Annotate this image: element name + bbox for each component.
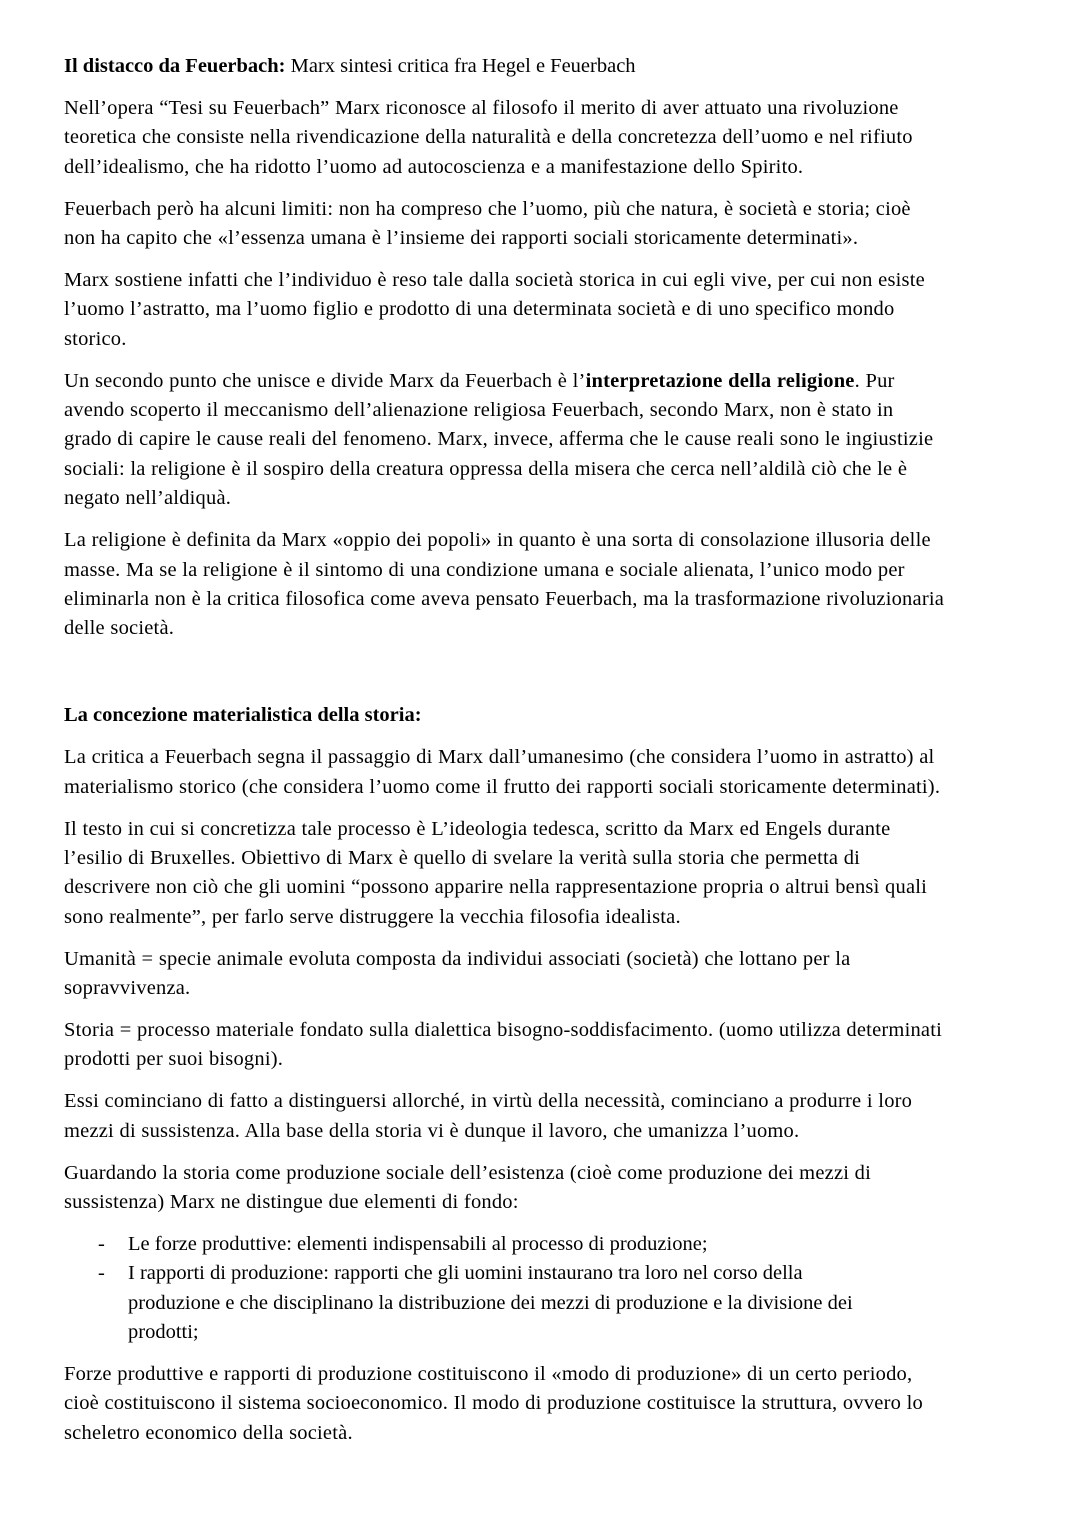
paragraph-produzione-sociale-esistenza: Guardando la storia come produzione sociale dell’esistenza (cioè come produzione dei mezzi di sussistenza) Marx ne distingue due elementi di fondo: [64,1161,872,1213]
paragraph-modo-di-produzione: Forze produttive e rapporti di produzione costituiscono il «modo di produzione» di un certo periodo, cioè costituiscono il sistema socioeconomico. Il modo di produzione costituisce la struttura, ovvero lo scheletro economico della società. [64,1363,923,1444]
paragraph-definizione-umanita: Umanità = specie animale evoluta composta da individui associati (società) che lottano per la sopravvivenza. [64,947,851,1000]
section-heading-distacco-feuerbach [64,52,945,81]
elementi-di-fondo-list [64,1230,945,1348]
list-item [64,1230,881,1259]
paragraph-oppio-dei-popoli: La religione è definita da Marx «oppio dei popoli» in quanto è una sorta di consolazione illusoria delle masse. Ma se la religione è il sintomo di una condizione umana e sociale alienata, l’unico modo per eliminarla non è la critica filosofica come aveva pensato Feuerbach, ma la trasformazione rivoluzionaria delle società. [64,529,945,640]
paragraph-tesi-su-feuerbach: Nell’opera “Tesi su Feuerbach” Marx riconosce al filosofo il merito di aver attuato una rivoluzione teoretica che consiste nella rivendicazione della naturalità e della concretezza dell’uomo e nel rifiuto dell’idealismo, che ha ridotto l’uomo ad autocoscienza e a manifestazione dello Spirito. [64,96,913,178]
dash-bullet-icon: - [98,1262,105,1285]
section-heading-concezione-materialistica: La concezione materialistica della storia: [64,704,422,727]
paragraph-ideologia-tedesca: Il testo in cui si concretizza tale processo è L’ideologia tedesca, scritto da Marx ed Engels durante l’esilio di Bruxelles. Obiettivo di Marx è quello di svelare la verità sulla storia che permetta di descrivere non ciò che gli uomini “possono apparire nella rappresentazione propria o altrui bensì quali sono realmente”, per farlo serve distruggere la vecchia filosofia idealista. [64,817,928,928]
paragraph-limiti-feuerbach: Feuerbach però ha alcuni limiti: non ha compreso che l’uomo, più che natura, è società e storia; cioè non ha capito che «l’essenza umana è l’insieme dei rapporti sociali storicamente determinati». [64,197,911,250]
paragraph-definizione-storia: Storia = processo materiale fondato sulla dialettica bisogno-soddisfacimento. (uomo utilizza determinati prodotti per suoi bisogni). [64,1018,943,1071]
paragraph-critica-feuerbach-passaggio: La critica a Feuerbach segna il passaggio di Marx dall’umanesimo (che considera l’uomo in astratto) al materialismo storico (che considera l’uomo come il frutto dei rapporti sociali storicamente determinati). [64,746,941,798]
paragraph-religion-text-after: . Pur avendo scoperto il meccanismo dell’alienazione religiosa Feuerbach, secondo Marx, non è stato in grado di capire le cause reali del fenomeno. Marx, invece, afferma che le cause reali sono le ingiustizie sociali: la religione è il sospiro della creatura oppressa della misera che cerca nell’aldilà ciò che le è negato nell’aldiquà. [64,369,934,510]
paragraph-religion-text-before: Un secondo punto che unisce e divide Marx da Feuerbach è l’ [64,369,586,392]
section-spacer [64,656,945,701]
section-heading-normal-part: Marx sintesi critica fra Hegel e Feuerbach [285,55,636,77]
dash-bullet-icon: - [98,1232,105,1255]
emphasis-interpretazione-della-religione: interpretazione della religione [585,369,855,392]
paragraph-interpretazione-religione [64,367,945,514]
paragraph-individuo-societa: Marx sostiene infatti che l’individuo è reso tale dalla società storica in cui egli vive, per cui non esiste l’uomo l’astratto, ma l’uomo figlio e prodotto di una determinata società e di uno specifico mondo storico. [64,268,925,350]
paragraph-mezzi-di-sussistenza: Essi cominciano di fatto a distinguersi allorché, in virtù della necessità, cominciano a produrre i loro mezzi di sussistenza. Alla base della storia vi è dunque il lavoro, che umanizza l’uomo. [64,1090,913,1142]
list-item [64,1259,881,1347]
list-item-text: I rapporti di produzione: rapporti che gli uomini instaurano tra loro nel corso della produzione e che disciplinano la distribuzione dei mezzi di produzione e la divisione dei prodotti; [128,1262,853,1344]
list-item-text: Le forze produttive: elementi indispensabili al processo di produzione; [128,1232,708,1255]
section-heading-bold-part: Il distacco da Feuerbach: [64,55,286,77]
document-body [64,52,945,1448]
